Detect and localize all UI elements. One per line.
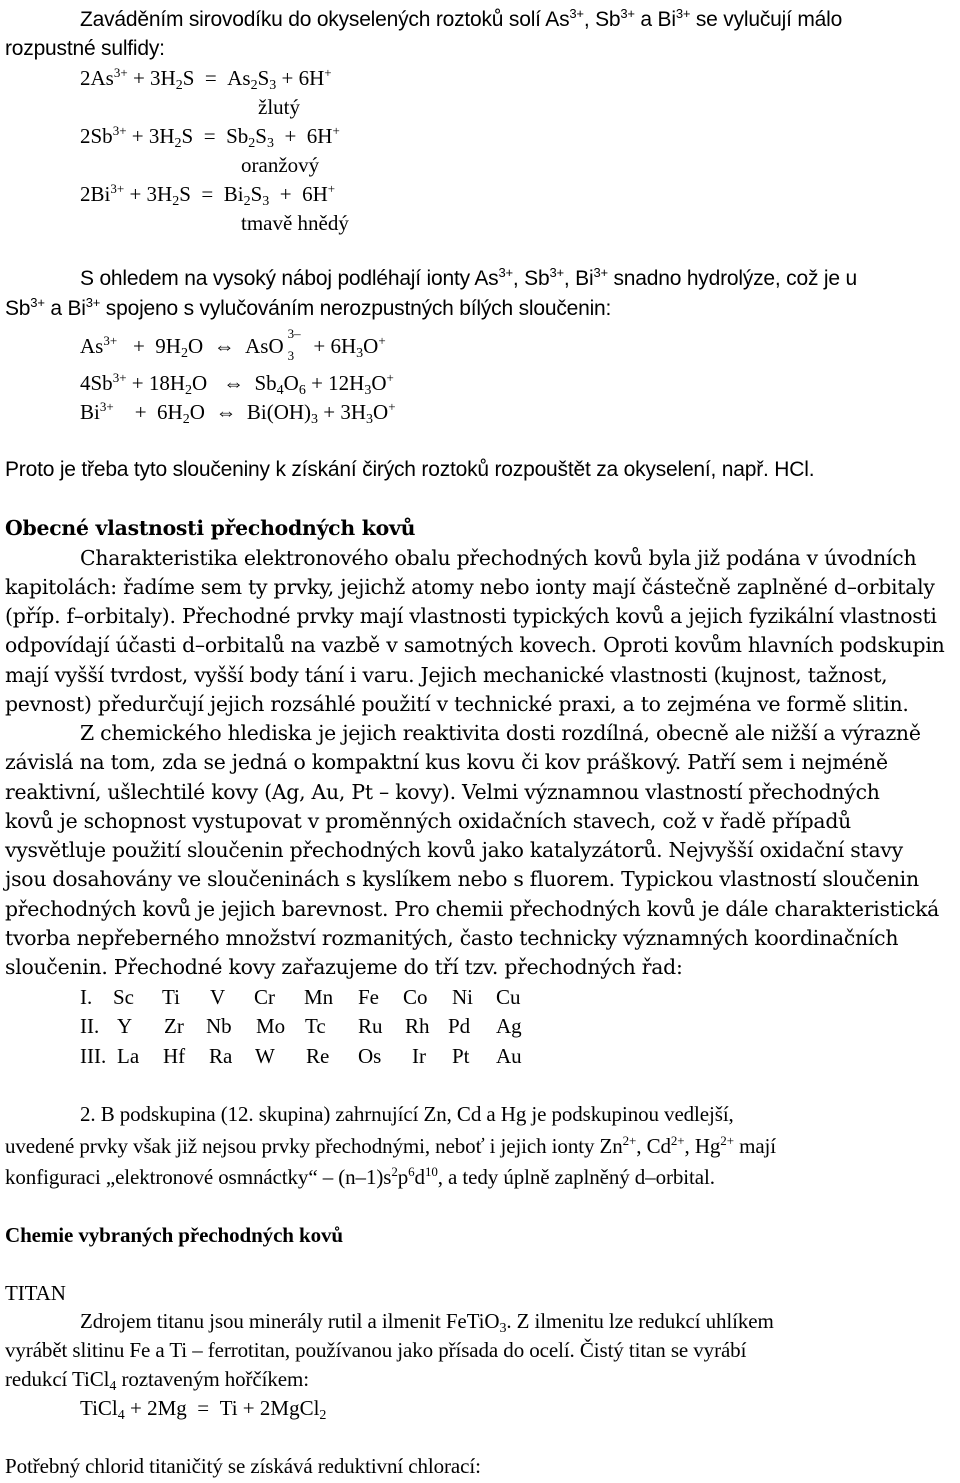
general-line-5: mají vyšší tvrdost, vyšší body tání i varu. Jejich mechanické vlastnosti (kujnost, tažnost, <box>5 663 888 687</box>
intro-line-2: rozpustné sulfidy: <box>5 37 165 60</box>
b-group-line-2: uvedené prvky však již nejsou prvky přechodnými, neboť i jejich ionty $Zn^{2+}$, $Cd^{2+}$, $Hg^{2+}$ mají <box>5 1133 777 1158</box>
element-cell: Pt <box>452 1044 470 1068</box>
element-cell: Ti <box>162 985 180 1009</box>
hydrolysis-note: Proto je třeba tyto sloučeniny k získání čirých roztoků rozpouštět za okyselení, např. HCl. <box>5 458 815 481</box>
intro-line-1: Zaváděním sirovodíku do okyselených roztoků solí $As^{3+}$, $Sb^{3+}$ a $Bi^{3+}$ se vylučují málo <box>80 6 843 31</box>
element-cell: Ni <box>452 985 473 1009</box>
hydrolysis-line-2: $Sb^{3+}$ a $Bi^{3+}$ spojeno s vylučováním nerozpustných bílých sloučenin: <box>5 295 612 320</box>
section-heading-selected: Chemie vybraných přechodných kovů <box>5 1223 343 1247</box>
titan-line-2: vyrábět slitinu Fe a Ti – ferrotitan, používanou jako přísada do ocelí. Čistý titan se vyrábí <box>5 1338 747 1362</box>
element-cell: Re <box>306 1044 330 1068</box>
equation-bismuth-hydrolysis: $Bi^{3+}$ + $6H_2O$ ⇔ $Bi(OH)_3 + 3H_3O^+$ <box>80 399 396 427</box>
series-label: II. <box>80 1014 100 1038</box>
general-line-10: kovů je schopnost vystupovat v proměnných oxidačních stavech, což v řadě případů <box>5 809 852 833</box>
element-cell: Y <box>117 1014 133 1038</box>
equation-bismuth-sulfide: $2Bi^{3+} + 3H_2S = Bi_2S_3 + 6H^+$ <box>80 181 336 209</box>
element-cell: Zr <box>164 1014 184 1038</box>
equation-antimony-sulfide: $2Sb^{3+} + 3H_2S = Sb_2S_3 + 6H^+$ <box>80 123 340 151</box>
element-cell: Au <box>496 1044 522 1068</box>
element-cell: Cu <box>496 985 521 1009</box>
b-group-line-3: konfiguraci „elektronové osmnáctky“ – $(n-1)s^2p^6d^{10}$, a tedy úplně zaplněný d–orbital. <box>5 1164 715 1189</box>
general-line-14: tvorba nepřeberného množství rozmanitých, často technicky významných koordinačních <box>5 926 899 950</box>
series-label: III. <box>80 1044 107 1068</box>
general-line-1: Charakteristika elektronového obalu přechodných kovů byla již podána v úvodních <box>80 546 917 570</box>
section-heading-general: Obecné vlastnosti přechodných kovů <box>5 516 416 540</box>
element-cell: Cr <box>254 985 275 1009</box>
general-line-2: kapitolách: řadíme sem ty prvky, jejichž atomy nebo ionty mají částečně zaplněné d–orbitaly <box>5 575 935 599</box>
general-line-13: přechodných kovů je jejich barevnost. Pro chemii přechodných kovů je dále charakteristická <box>5 897 940 921</box>
element-cell: Pd <box>448 1014 471 1038</box>
general-line-8: závislá na tom, zda se jedná o kompaktní kus kovu či kov práškový. Patří sem i nejméně <box>5 750 888 774</box>
titan-heading: TITAN <box>5 1281 66 1305</box>
element-cell: Co <box>403 985 428 1009</box>
element-cell: Tc <box>305 1014 326 1038</box>
titan-line-3: redukcí TiCl$_4$ roztaveným hořčíkem: <box>5 1367 309 1394</box>
general-line-15: sloučenin. Přechodné kovy zařazujeme do tří tzv. přechodných řad: <box>5 955 683 979</box>
color-label-orange: oranžový <box>241 153 320 177</box>
element-cell: Sc <box>113 985 134 1009</box>
element-cell: Ag <box>496 1014 522 1038</box>
general-line-6: pevnost) předurčují jejich rozsáhlé použití v technické praxi, a to zejména ve formě slitin. <box>5 692 909 716</box>
element-cell: La <box>117 1044 140 1068</box>
hydrolysis-line-1: S ohledem na vysoký náboj podléhají ionty $As^{3+}$, $Sb^{3+}$, $Bi^{3+}$ snadno hydrolýze, což je u <box>80 265 857 290</box>
general-line-7: Z chemického hlediska je jejich reaktivita dosti rozdílná, obecně ale nižší a výrazně <box>80 721 921 745</box>
b-group-line-1: 2. B podskupina (12. skupina) zahrnující Zn, Cd a Hg je podskupinou vedlejší, <box>80 1102 734 1126</box>
element-cell: Rh <box>405 1014 430 1038</box>
equation-antimony-hydrolysis: $4Sb^{3+} + 18H_2O$ ⇔ $Sb_4O_6 + 12H_3O^+$ <box>80 370 394 398</box>
element-cell: Mo <box>256 1014 286 1038</box>
element-cell: Ir <box>412 1044 426 1068</box>
equation-arsenic-hydrolysis: $As^{3+} + 9H_2O$ ⇔ AsO 3– 3 + $6H_3O^+$ <box>80 326 386 363</box>
titan-line-1: Zdrojem titanu jsou minerály rutil a ilmenit FeTiO$_3$. Z ilmenitu lze redukcí uhlíkem <box>80 1309 774 1336</box>
element-cell: V <box>210 985 226 1009</box>
color-label-dark-brown: tmavě hnědý <box>241 211 349 235</box>
general-line-9: reaktivní, ušlechtilé kovy (Ag, Au, Pt – kovy). Velmi významnou vlastností přechodných <box>5 780 880 804</box>
general-line-11: vysvětluje použití sloučenin přechodných kovů jako katalyzátorů. Nejvyšší oxidační stavy <box>5 838 903 862</box>
equation-arsenic-sulfide: $2As^{3+} + 3H_2S = As_2S_3 + 6H^+$ <box>80 65 332 93</box>
element-cell: Nb <box>206 1014 232 1038</box>
element-cell: Hf <box>163 1044 186 1068</box>
element-cell: Ru <box>358 1014 383 1038</box>
element-cell: Os <box>358 1044 382 1068</box>
color-label-yellow: žlutý <box>258 95 300 119</box>
titan-last-line: Potřebný chlorid titaničitý se získává reduktivní chlorací: <box>5 1454 481 1478</box>
element-cell: Fe <box>358 985 379 1009</box>
element-cell: Ra <box>209 1044 233 1068</box>
series-label: I. <box>80 985 93 1009</box>
general-line-12: jsou dosahovány ve sloučeninách s kyslíkem nebo s fluorem. Typickou vlastností sloučenin <box>5 867 919 891</box>
equation-titanium-reduction: TiCl$_4$ + 2Mg = Ti + 2MgCl$_2$ <box>80 1396 327 1423</box>
element-cell: Mn <box>304 985 334 1009</box>
general-line-4: odpovídají účasti d–orbitalů na vazbě v samotných kovech. Oproti kovům hlavních podskupin <box>5 633 945 657</box>
element-cell: W <box>255 1044 275 1068</box>
general-line-3: (příp. f–orbitaly). Přechodné prvky mají vlastnosti typických kovů a jejich fyzikální vlastnosti <box>5 604 937 628</box>
